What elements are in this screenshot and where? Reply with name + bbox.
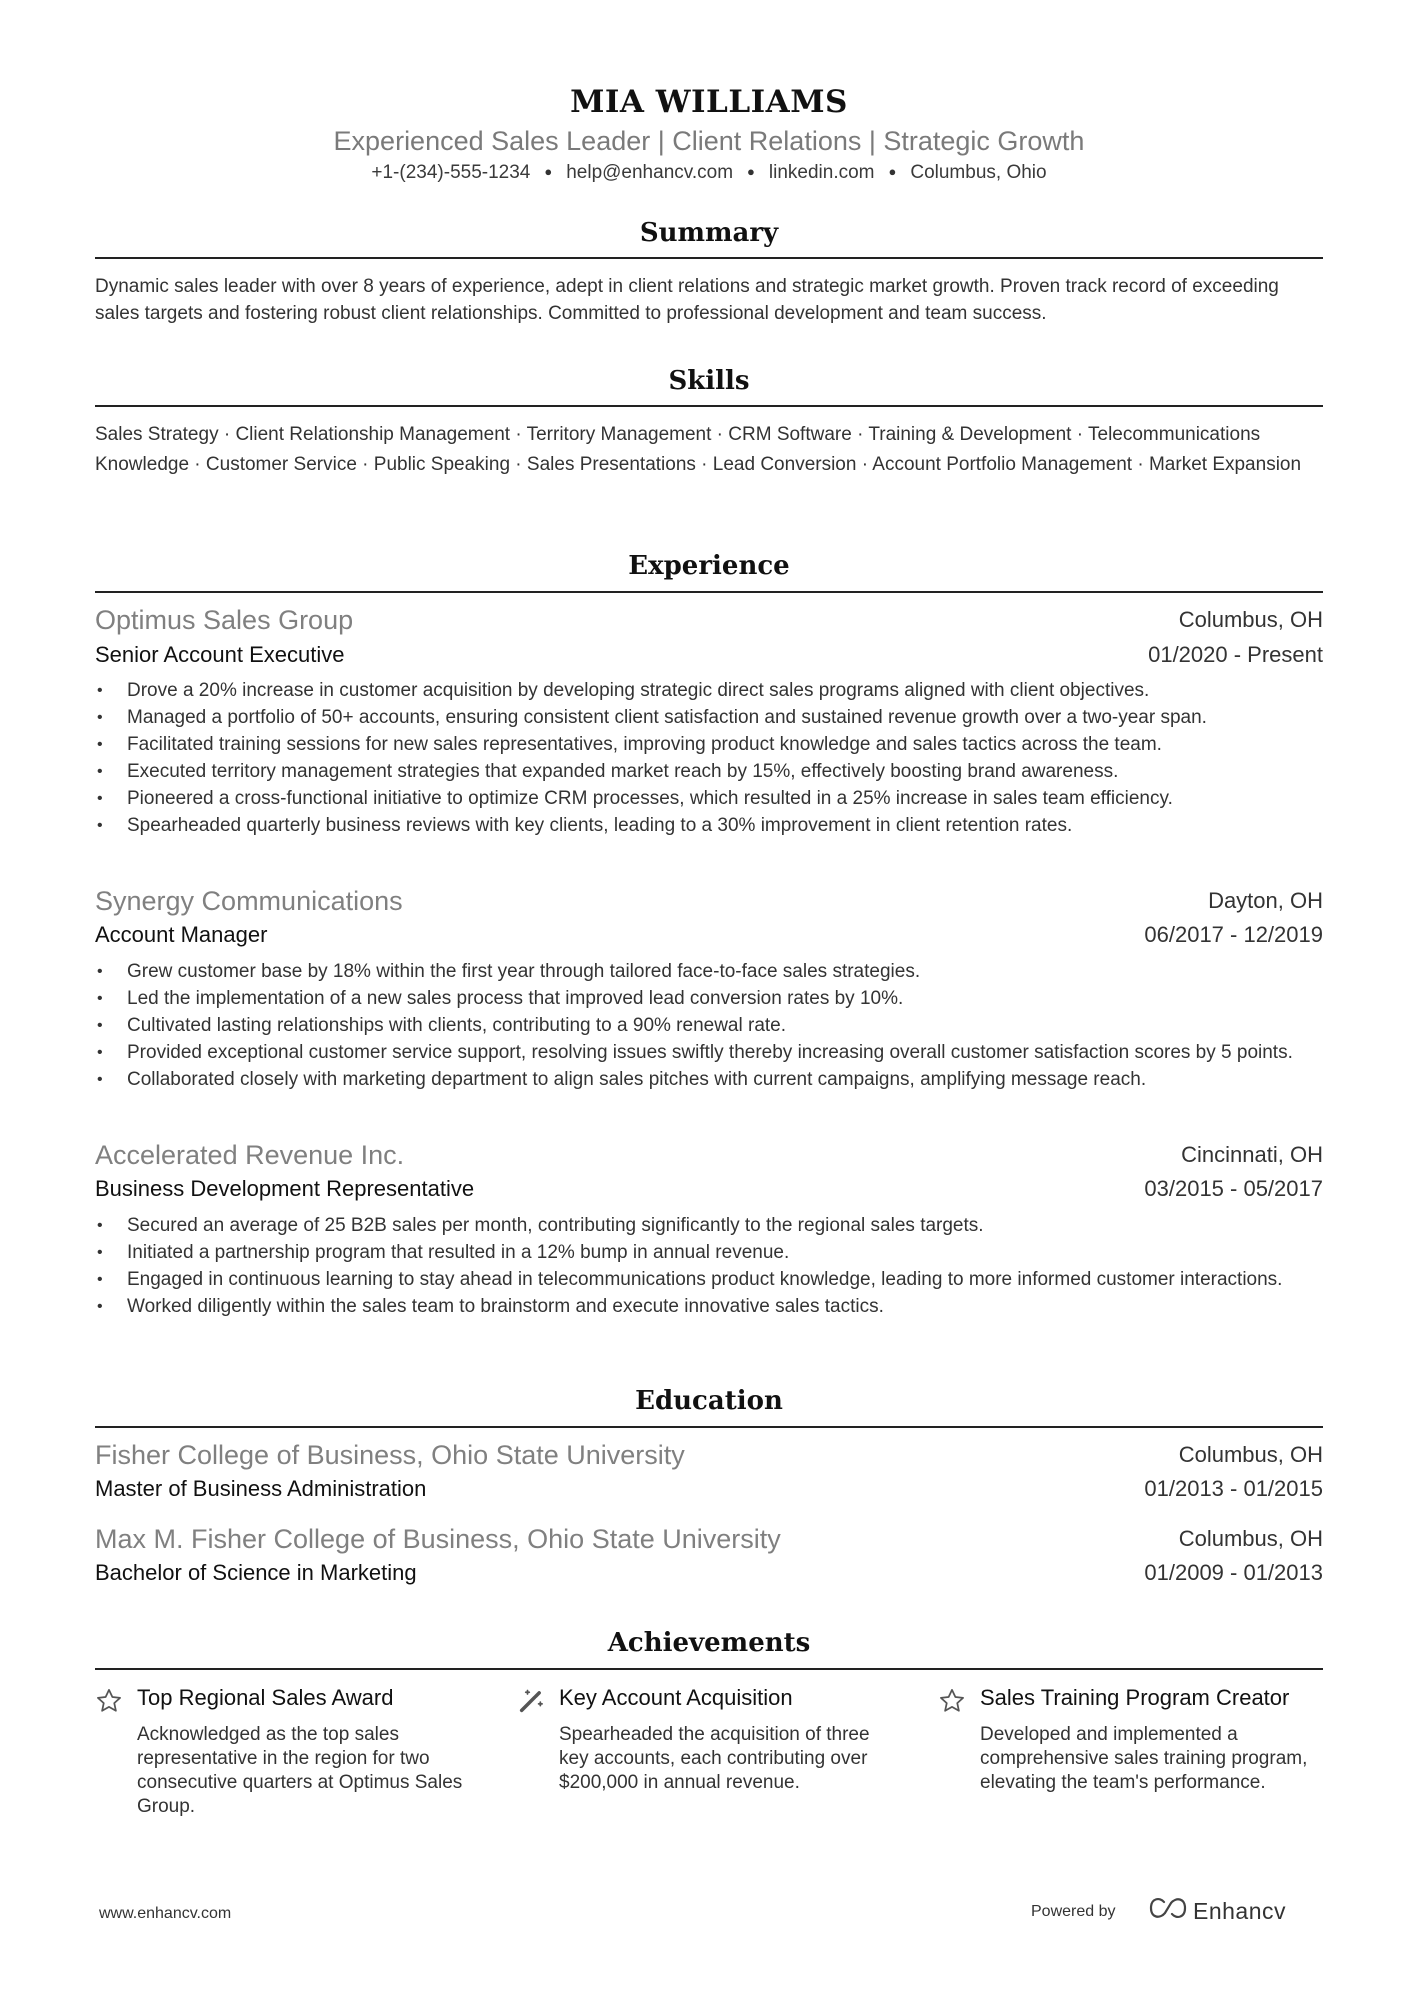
contact-line bbox=[95, 162, 1323, 184]
bullet-item: • Managed a portfolio of 50+ accounts, ensuring consistent client satisfaction and sustained revenue growth over a two-year span. bbox=[95, 704, 1323, 731]
education-degree: Master of Business Administration bbox=[95, 1476, 427, 1501]
education-school: Max M. Fisher College of Business, Ohio State University bbox=[95, 1524, 781, 1554]
job-dates: 06/2017 - 12/2019 bbox=[1144, 922, 1323, 947]
star-icon bbox=[95, 1687, 123, 1715]
skills-text bbox=[95, 420, 1323, 480]
summary-text: Dynamic sales leader with over 8 years of experience, adept in client relations and strategic market growth. Proven track record of exceeding sales targets and fostering robust client relationships. Committed to professional development and team success. bbox=[95, 276, 1279, 324]
job-dates: 03/2015 - 05/2017 bbox=[1144, 1176, 1323, 1201]
job-location: Columbus, OH bbox=[1178, 607, 1323, 632]
bullet-item: • Worked diligently within the sales team to brainstorm and execute innovative sales tactics. bbox=[95, 1293, 1323, 1320]
job-company: Accelerated Revenue Inc. bbox=[95, 1140, 405, 1170]
achievement-desc: Developed and implemented a comprehensive sales training program, elevating the team's performance. bbox=[980, 1724, 1308, 1793]
footer-url[interactable]: www.enhancv.com bbox=[99, 1905, 232, 1922]
job-company: Synergy Communications bbox=[95, 886, 403, 916]
job-company: Optimus Sales Group bbox=[95, 605, 354, 635]
magic-wand-icon bbox=[517, 1687, 545, 1715]
education-dates: 01/2009 - 01/2013 bbox=[1144, 1560, 1323, 1585]
bullet-item: • Cultivated lasting relationships with clients, contributing to a 90% renewal rate. bbox=[95, 1012, 1323, 1039]
bullet-item: • Grew customer base by 18% within the first year through tailored face-to-face sales strategies. bbox=[95, 958, 1323, 985]
experience-title: Experience bbox=[628, 551, 790, 581]
summary-title: Summary bbox=[639, 218, 779, 248]
achievement-title: Sales Training Program Creator bbox=[980, 1685, 1290, 1710]
headline: Experienced Sales Leader | Client Relations | Strategic Growth bbox=[333, 126, 1085, 156]
bullet-item: • Drove a 20% increase in customer acquisition by developing strategic direct sales programs aligned with client objectives. bbox=[95, 677, 1323, 704]
skills-title: Skills bbox=[668, 366, 750, 396]
bullet-item: • Facilitated training sessions for new sales representatives, improving product knowledge and sales tactics across the team. bbox=[95, 731, 1323, 758]
achievement-desc: Spearheaded the acquisition of three key accounts, each contributing over $200,000 in annual revenue. bbox=[559, 1724, 870, 1793]
job-bullets bbox=[95, 1212, 1323, 1320]
contact-location: Columbus, Ohio bbox=[910, 162, 1047, 183]
separator-dot: ● bbox=[747, 164, 755, 179]
separator-dot: ● bbox=[544, 164, 553, 179]
job-role: Business Development Representative bbox=[95, 1176, 475, 1201]
bullet-item: • Engaged in continuous learning to stay ahead in telecommunications product knowledge, leading to more informed customer interactions. bbox=[95, 1266, 1323, 1293]
achievement-title: Key Account Acquisition bbox=[559, 1685, 793, 1710]
achievement-title: Top Regional Sales Award bbox=[137, 1685, 394, 1710]
enhancv-logo-icon bbox=[1148, 1894, 1188, 1922]
star-icon bbox=[938, 1687, 966, 1715]
job-dates: 01/2020 - Present bbox=[1148, 642, 1323, 667]
education-degree: Bachelor of Science in Marketing bbox=[95, 1560, 417, 1585]
skills-list: Sales Strategy · Client Relationship Management · Territory Management · CRM Software · Training & Development · Telecommunications Knowledge · Customer Service · Public Speaking · Sales Presentations · Lead Conversion · Account Portfolio Management · Market Expansion bbox=[95, 424, 1302, 475]
bullet-item: • Collaborated closely with marketing department to align sales pitches with current campaigns, amplifying message reach. bbox=[95, 1066, 1323, 1093]
job-bullets bbox=[95, 958, 1323, 1093]
bullet-item: • Executed territory management strategies that expanded market reach by 15%, effectively boosting brand awareness. bbox=[95, 758, 1323, 785]
bullet-item: • Initiated a partnership program that resulted in a 12% bump in annual revenue. bbox=[95, 1239, 1323, 1266]
brand-name[interactable]: Enhancv bbox=[1193, 1898, 1287, 1924]
contact-email[interactable]: help@enhancv.com bbox=[566, 162, 734, 183]
achievement-desc: Acknowledged as the top sales representative in the region for two consecutive quarters at Optimus Sales Group. bbox=[137, 1724, 463, 1817]
summary-divider bbox=[95, 257, 1323, 259]
achievements-divider bbox=[95, 1668, 1323, 1670]
bullet-item: • Spearheaded quarterly business reviews with key clients, leading to a 30% improvement in client retention rates. bbox=[95, 812, 1323, 839]
job-location: Cincinnati, OH bbox=[1181, 1142, 1323, 1167]
bullet-item: • Provided exceptional customer service support, resolving issues swiftly thereby increasing overall customer satisfaction scores by 5 points. bbox=[95, 1039, 1323, 1066]
job-role: Senior Account Executive bbox=[95, 642, 345, 667]
separator-dot: ● bbox=[888, 164, 897, 179]
education-dates: 01/2013 - 01/2015 bbox=[1144, 1476, 1323, 1501]
education-divider bbox=[95, 1426, 1323, 1428]
bullet-item: • Pioneered a cross-functional initiative to optimize CRM processes, which resulted in a 25% increase in sales team efficiency. bbox=[95, 785, 1323, 812]
job-bullets bbox=[95, 677, 1323, 839]
education-location: Columbus, OH bbox=[1178, 1442, 1323, 1467]
education-school: Fisher College of Business, Ohio State University bbox=[95, 1440, 685, 1470]
candidate-name: MIA WILLIAMS bbox=[570, 84, 848, 120]
job-location: Dayton, OH bbox=[1208, 888, 1323, 913]
education-title: Education bbox=[635, 1386, 783, 1416]
achievements-title: Achievements bbox=[607, 1628, 811, 1658]
bullet-item: • Led the implementation of a new sales process that improved lead conversion rates by 10%. bbox=[95, 985, 1323, 1012]
contact-phone[interactable]: +1-(234)-555-1234 bbox=[371, 162, 531, 183]
skills-divider bbox=[95, 405, 1323, 407]
experience-divider bbox=[95, 591, 1323, 593]
bullet-item: • Secured an average of 25 B2B sales per month, contributing significantly to the regional sales targets. bbox=[95, 1212, 1323, 1239]
contact-linkedin[interactable]: linkedin.com bbox=[768, 162, 875, 183]
education-location: Columbus, OH bbox=[1178, 1526, 1323, 1551]
job-role: Account Manager bbox=[95, 922, 268, 947]
powered-by-label: Powered by bbox=[1031, 1903, 1116, 1920]
